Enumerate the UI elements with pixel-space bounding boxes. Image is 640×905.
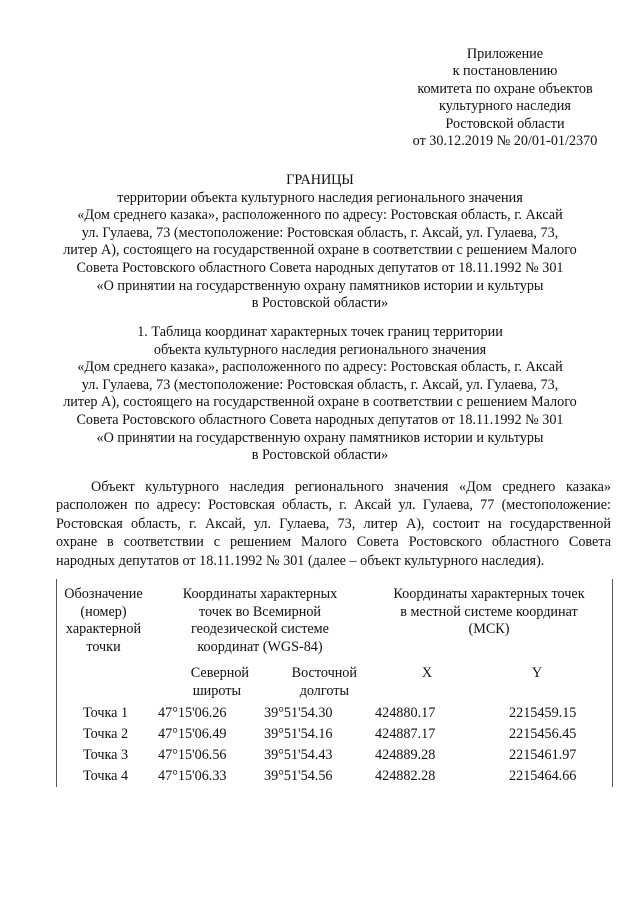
point-name: Точка 4 xyxy=(83,768,129,784)
header-text: точки xyxy=(86,638,121,655)
header-text: геодезической системе xyxy=(191,621,329,638)
table-title-line: 1. Таблица координат характерных точек границ территории xyxy=(137,324,503,340)
table-row xyxy=(57,724,612,744)
document-heading xyxy=(40,172,600,313)
appendix-line: Ростовской области xyxy=(445,115,565,132)
paragraph-line: Объект культурного наследия регионального значения «Дом среднего казака» xyxy=(91,479,611,495)
appendix-line: культурного наследия xyxy=(439,98,571,115)
point-y: 2215456.45 xyxy=(509,726,577,742)
table-row xyxy=(57,703,612,723)
header-point-number xyxy=(57,586,150,656)
heading-line: «О принятии на государственную охрану памятников истории и культуры xyxy=(96,277,544,294)
header-text: (МСК) xyxy=(468,621,510,638)
heading-line: ул. Гулаева, 73 (местоположение: Ростовская область, г. Аксай, ул. Гулаева, 73, xyxy=(81,224,559,241)
table-title-line: «О принятии на государственную охрану памятников истории и культуры xyxy=(96,429,544,446)
point-y: 2215459.15 xyxy=(509,705,577,721)
table-title-line: Совета Ростовского областного Совета народных депутатов от 18.11.1992 № 301 xyxy=(76,411,564,428)
point-longitude: 39°51'54.16 xyxy=(264,726,333,742)
heading-line: «Дом среднего казака», расположенного по адресу: Ростовская область, г. Аксай xyxy=(77,207,563,224)
point-longitude: 39°51'54.43 xyxy=(264,747,333,763)
subheader-text: широты xyxy=(192,682,241,699)
table-title-line: в Ростовской области» xyxy=(251,447,389,464)
paragraph-line: Ростовская область, г. Аксай, ул. Гулаева, 73, литер А), состоит на государственной xyxy=(56,515,611,532)
point-longitude: 39°51'54.56 xyxy=(264,768,333,784)
point-x: 424880.17 xyxy=(375,705,436,721)
point-name: Точка 2 xyxy=(83,726,129,742)
paragraph-line: народных депутатов от 18.11.1992 № 301 (далее – объект культурного наследия). xyxy=(56,552,545,569)
header-text: координат (WGS-84) xyxy=(197,638,323,655)
heading-line: территории объекта культурного наследия регионального значения xyxy=(117,189,523,206)
point-x: 424887.17 xyxy=(375,726,436,742)
header-msk xyxy=(369,586,609,639)
subheader-latitude xyxy=(157,665,249,700)
appendix-line: комитета по охране объектов xyxy=(417,80,593,97)
table-title-line: «Дом среднего казака», расположенного по адресу: Ростовская область, г. Аксай xyxy=(77,359,563,376)
header-text: точек во Всемирной xyxy=(198,603,322,620)
point-longitude: 39°51'54.30 xyxy=(264,705,333,721)
paragraph-line: охране в соответствии с решением Малого Совета Ростовского областного Совета xyxy=(56,534,611,551)
subheader-text: Северной xyxy=(190,665,249,681)
appendix-block xyxy=(385,46,625,150)
table-row xyxy=(57,766,612,786)
point-x: 424882.28 xyxy=(375,768,436,784)
appendix-line: от 30.12.2019 № 20/01-01/2370 xyxy=(412,133,598,150)
subheader-text: Восточной xyxy=(291,665,357,681)
heading-line: в Ростовской области» xyxy=(251,295,389,312)
coordinates-table xyxy=(56,579,613,787)
table-title xyxy=(40,324,600,465)
header-wgs84 xyxy=(160,586,360,656)
table-title-line: ул. Гулаева, 73 (местоположение: Ростовская область, г. Аксай, ул. Гулаева, 73, xyxy=(81,376,559,393)
appendix-line: к постановлению xyxy=(452,63,558,80)
heading-line: литер А), состоящего на государственной охране в соответствии с решением Малого xyxy=(63,242,577,259)
table-row xyxy=(57,745,612,765)
point-name: Точка 1 xyxy=(83,705,129,721)
heading-line: Совета Ростовского областного Совета народных депутатов от 18.11.1992 № 301 xyxy=(76,259,564,276)
point-latitude: 47°15'06.56 xyxy=(158,747,227,763)
description-paragraph xyxy=(56,478,611,570)
paragraph-line: расположен по адресу: Ростовская область, г. Аксай ул. Гулаева, 77 (местоположение: xyxy=(56,497,611,514)
subheader-x: X xyxy=(421,665,433,681)
heading-title: ГРАНИЦЫ xyxy=(286,172,354,188)
table-title-line: литер А), состоящего на государственной охране в соответствии с решением Малого xyxy=(63,394,577,411)
point-y: 2215464.66 xyxy=(509,768,577,784)
point-latitude: 47°15'06.33 xyxy=(158,768,227,784)
subheader-text: долготы xyxy=(299,682,349,699)
subheader-y: Y xyxy=(531,665,543,681)
table-title-line: объекта культурного наследия регионального значения xyxy=(153,341,487,358)
point-name: Точка 3 xyxy=(83,747,129,763)
header-text: характерной xyxy=(65,621,142,638)
subheader-longitude xyxy=(257,665,357,700)
point-x: 424889.28 xyxy=(375,747,436,763)
point-latitude: 47°15'06.49 xyxy=(158,726,227,742)
header-text: Обозначение xyxy=(64,586,143,602)
header-text: Координаты характерных xyxy=(182,586,338,602)
header-text: (номер) xyxy=(80,603,127,620)
header-text: в местной системе координат xyxy=(400,603,578,620)
header-text: Координаты характерных точек xyxy=(393,586,585,602)
point-y: 2215461.97 xyxy=(509,747,577,763)
point-latitude: 47°15'06.26 xyxy=(158,705,227,721)
appendix-line: Приложение xyxy=(466,46,544,62)
